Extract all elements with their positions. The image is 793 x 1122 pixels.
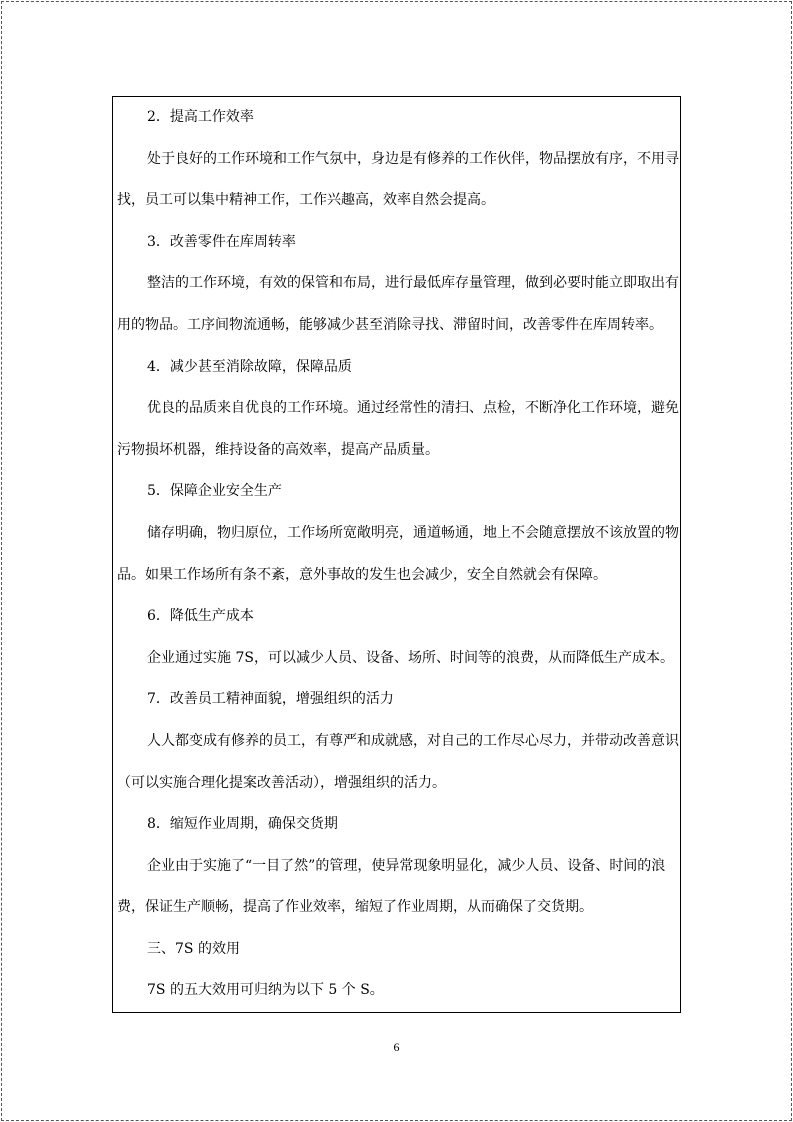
- text-line: 三、7S 的效用: [147, 940, 240, 957]
- text-line: 4．减少甚至消除故障，保障品质: [147, 358, 352, 375]
- text-line: （可以实施合理化提案改善活动），增强组织的活力。: [117, 774, 446, 791]
- text-line: 用的物品。工序间物流通畅，能够减少甚至消除寻找、滞留时间，改善零件在库周转率。: [117, 316, 663, 333]
- document-body: [117, 97, 679, 1012]
- text-line: 企业由于实施了“一目了然”的管理，使异常现象明显化，减少人员、设备、时间的浪: [147, 857, 666, 874]
- text-line: 企业通过实施 7S，可以减少人员、设备、场所、时间等的浪费，从而降低生产成本。: [147, 649, 674, 666]
- text-line: 处于良好的工作环境和工作气氛中，身边是有修养的工作伙伴，物品摆放有序，不用寻: [147, 150, 679, 167]
- text-line: 2．提高工作效率: [147, 109, 254, 125]
- text-line: 7S 的五大效用可归纳为以下 5 个 S。: [147, 982, 384, 999]
- text-line: 污物损坏机器，维持设备的高效率，提高产品质量。: [117, 441, 439, 458]
- text-line: 找，员工可以集中精神工作，工作兴趣高，效率自然会提高。: [117, 192, 495, 209]
- text-line: 7．改善员工精神面貌，增强组织的活力: [147, 691, 394, 708]
- text-line: 5．保障企业安全生产: [147, 483, 282, 500]
- text-line: 优良的品质来自优良的工作环境。通过经常性的清扫、点检，不断净化工作环境，避免: [147, 400, 679, 417]
- text-line: 费，保证生产顺畅，提高了作业效率，缩短了作业周期，从而确保了交货期。: [117, 899, 593, 916]
- text-line: 6．降低生产成本: [147, 608, 254, 625]
- content-box: [112, 96, 681, 1013]
- text-line: 储存明确，物归原位，工作场所宽敞明亮，通道畅通，地上不会随意摆放不该放置的物: [147, 524, 679, 541]
- text-line: 品。如果工作场所有条不紊，意外事故的发生也会减少，安全自然就会有保障。: [117, 566, 607, 583]
- text-line: 人人都变成有修养的员工，有尊严和成就感，对自己的工作尽心尽力，并带动改善意识: [147, 732, 679, 749]
- text-line: 8．缩短作业周期，确保交货期: [147, 816, 338, 833]
- text-line: 3．改善零件在库周转率: [147, 233, 296, 250]
- text-line: 整洁的工作环境，有效的保管和布局，进行最低库存量管理，做到必要时能立即取出有: [147, 275, 679, 292]
- page-number: 6: [393, 1040, 400, 1054]
